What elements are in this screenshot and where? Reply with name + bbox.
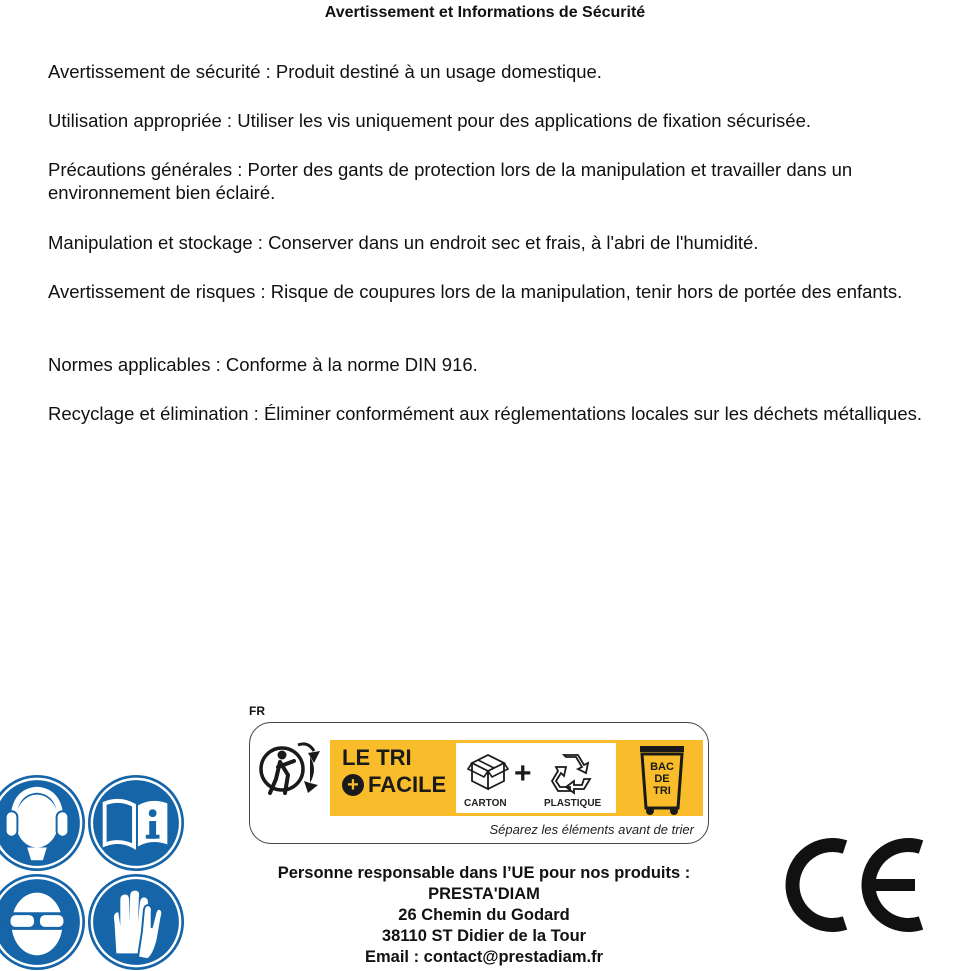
paragraph-warning: Avertissement de sécurité : Produit destiné à un usage domestique.	[48, 61, 602, 82]
paragraph-standards: Normes applicables : Conforme à la norme DIN 916.	[48, 354, 478, 375]
le-tri-facile-slogan	[342, 744, 446, 798]
country-code: FR	[249, 704, 265, 718]
company-name: PRESTA'DIAM	[428, 885, 540, 903]
bin-text-line1: BAC	[650, 761, 674, 773]
items-panel	[456, 743, 616, 813]
plus-circle-icon: +	[342, 774, 364, 796]
plastic-recycle-icon	[548, 749, 594, 795]
gloves-icon	[87, 873, 185, 971]
paragraph-precautions: Précautions générales : Porter des gants de protection lors de la manipulation et travailler dans un environnement bien éclairé.	[48, 159, 853, 203]
carton-label: CARTON	[464, 798, 507, 809]
read-manual-icon	[87, 774, 185, 872]
city-address: 38110 ST Didier de la Tour	[381, 927, 587, 945]
ce-marking-icon	[783, 835, 933, 935]
page-title: Avertissement et Informations de Sécurité	[324, 4, 646, 21]
plastique-label: PLASTIQUE	[544, 798, 602, 809]
slogan-line2: FACILE	[368, 772, 447, 797]
contact-email: Email : contact@prestadiam.fr	[365, 948, 603, 966]
responsible-heading: Personne responsable dans l’UE pour nos produits :	[277, 864, 691, 882]
triman-recycling-label	[249, 722, 709, 844]
carton-box-icon	[466, 749, 510, 795]
sorting-bin-icon	[632, 742, 692, 816]
slogan-strip	[330, 740, 703, 816]
triman-icon	[258, 735, 328, 805]
street-address: 26 Chemin du Godard	[398, 906, 570, 924]
separation-instruction: Séparez les éléments avant de trier	[489, 822, 694, 837]
bin-text-line3: TRI	[653, 785, 671, 797]
paragraph-storage: Manipulation et stockage : Conserver dans un endroit sec et frais, à l'abri de l'humidité.	[48, 232, 759, 253]
slogan-line1: LE TRI	[342, 745, 412, 770]
eye-protection-icon	[0, 873, 86, 971]
paragraph-usage: Utilisation appropriée : Utiliser les vis uniquement pour des applications de fixation sécurisée.	[48, 110, 812, 131]
responsible-person-block	[240, 863, 728, 968]
plus-sign: +	[514, 757, 532, 790]
bin-text-line2: DE	[654, 773, 670, 785]
paragraph-recycling: Recyclage et élimination : Éliminer conformément aux réglementations locales sur les déchets métalliques.	[48, 403, 923, 424]
paragraph-risks: Avertissement de risques : Risque de coupures lors de la manipulation, tenir hors de portée des enfants.	[48, 281, 903, 302]
ear-protection-icon	[0, 774, 86, 872]
